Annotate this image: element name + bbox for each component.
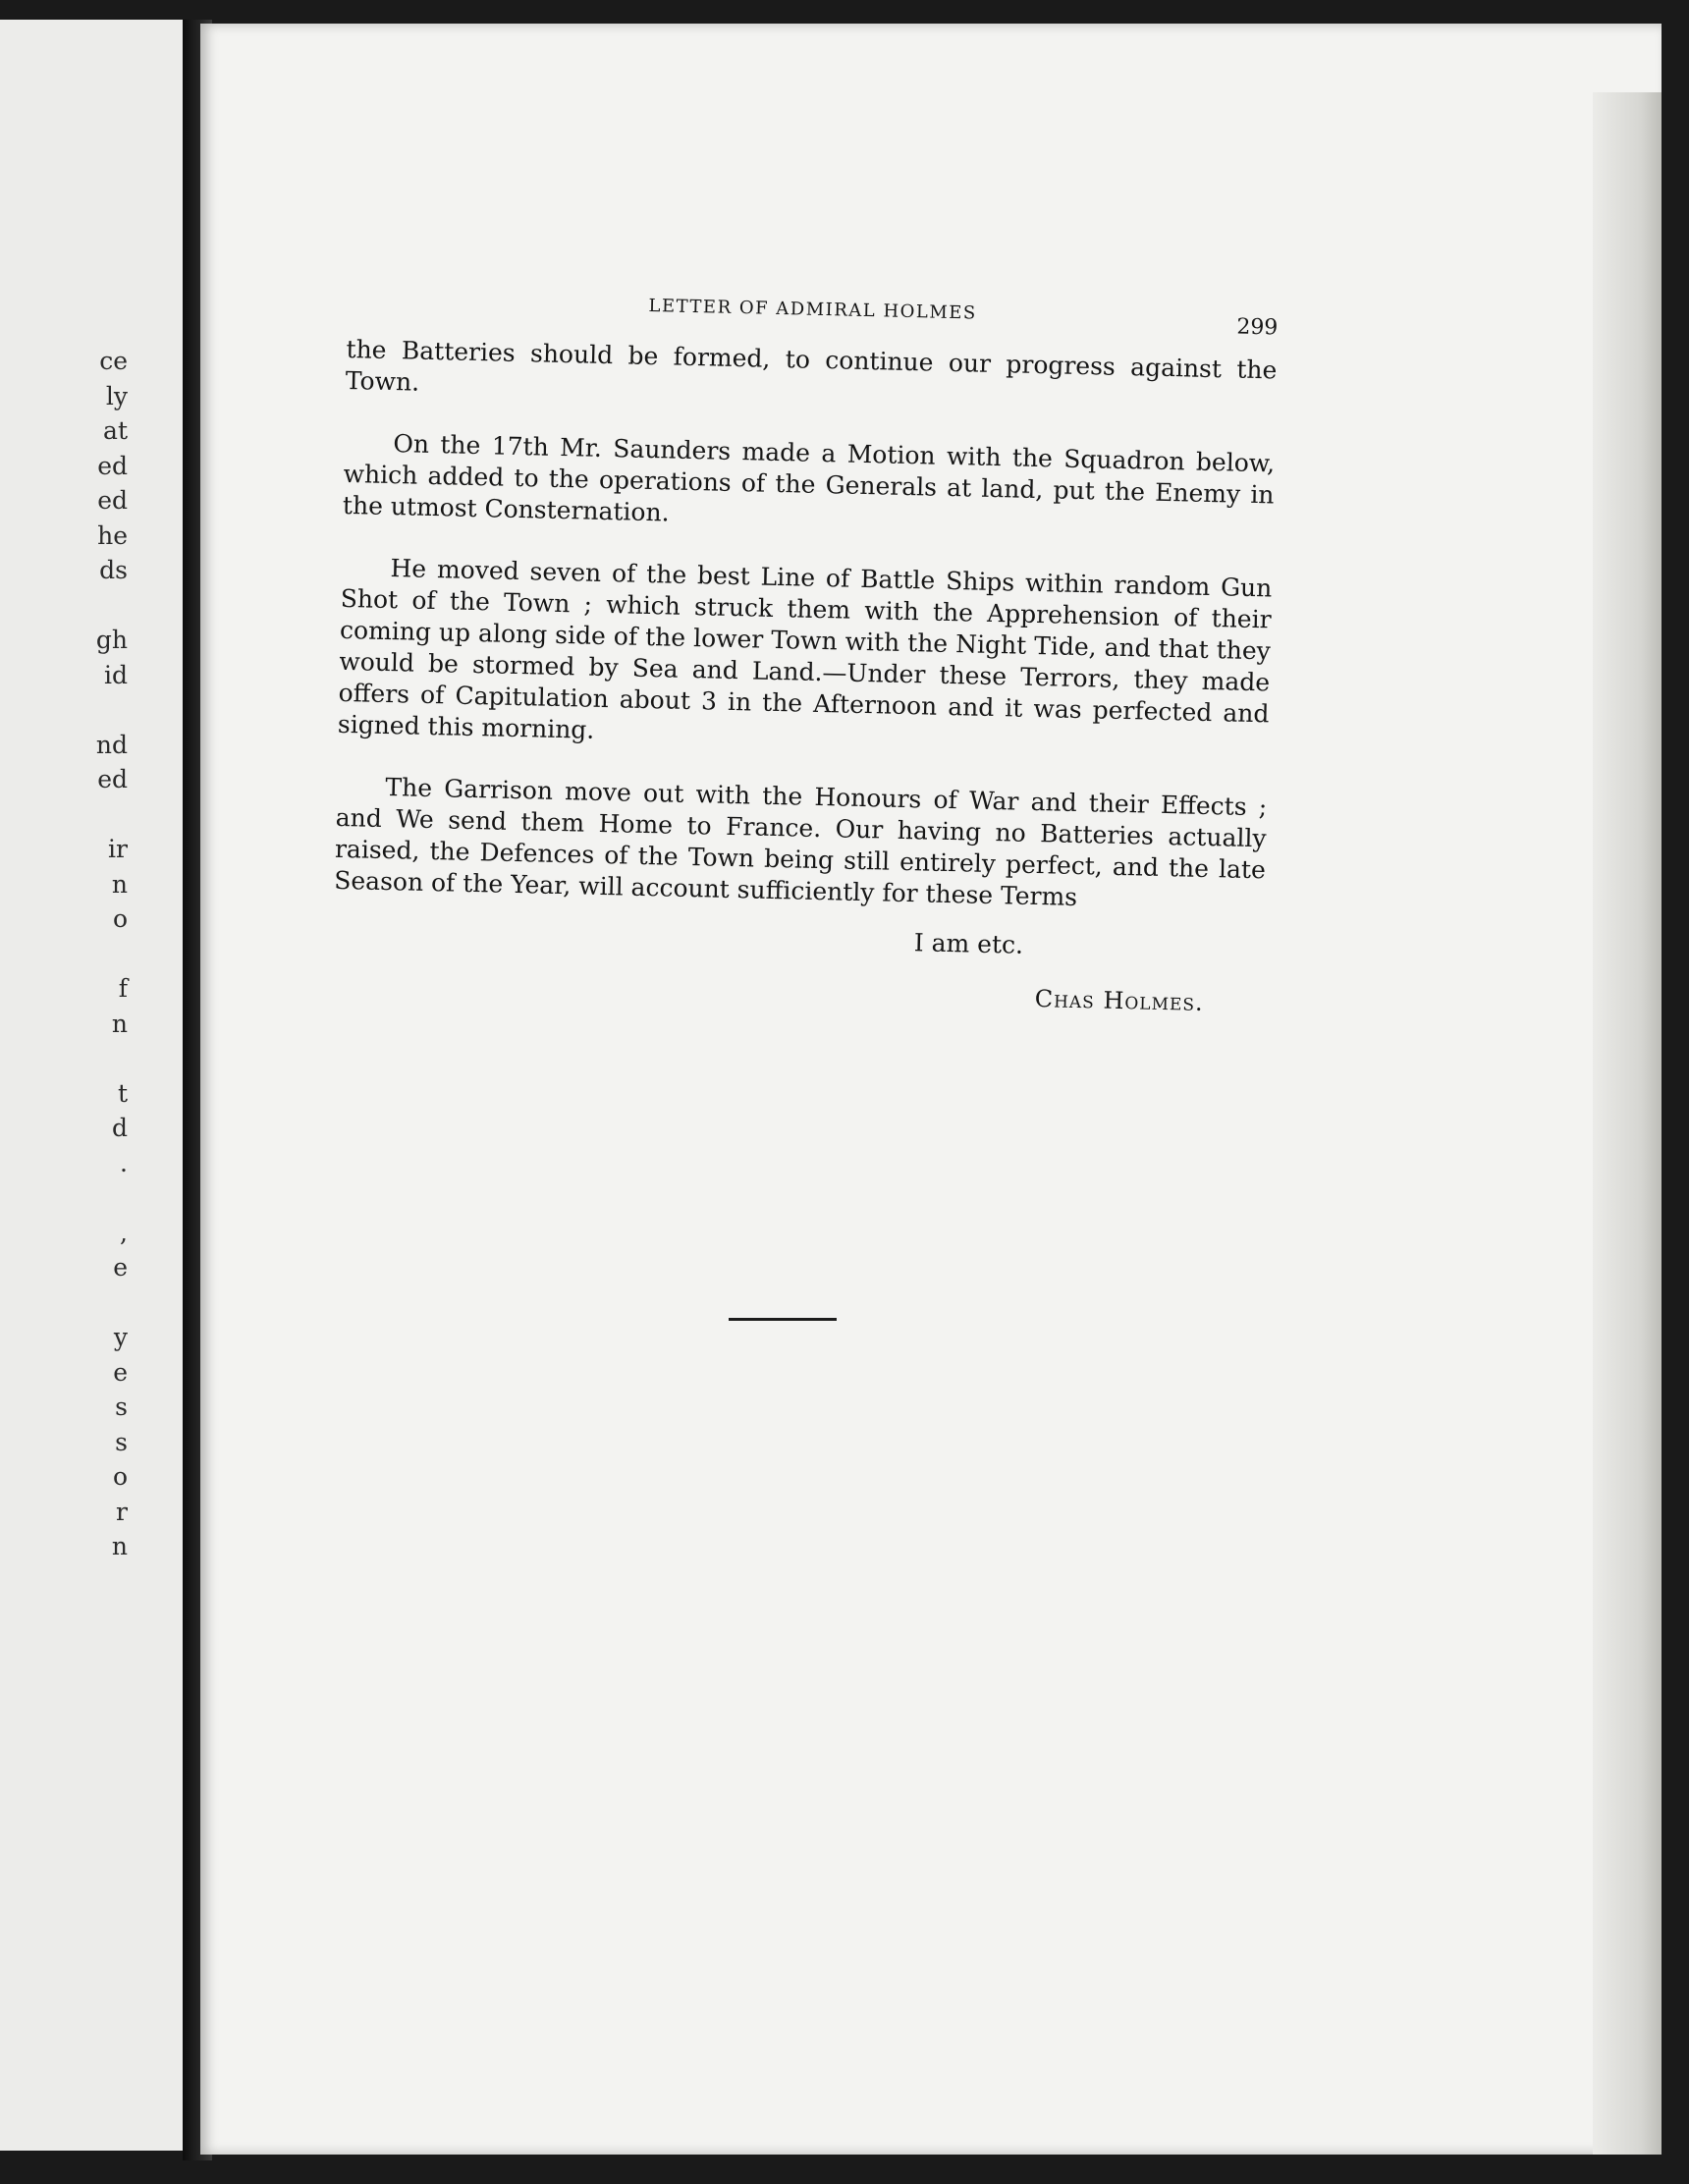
previous-page-fragment: id	[104, 660, 128, 689]
previous-page-fragment: o	[112, 1462, 128, 1491]
previous-page-fragment: ds	[99, 556, 128, 584]
previous-page-fragment: he	[97, 520, 128, 550]
paragraph-1: the Batteries should be formed, to continue our progress against the Town.	[345, 334, 1278, 397]
previous-page-fragment: o	[112, 904, 128, 933]
page-edge-shadow	[1593, 92, 1662, 2155]
previous-page	[0, 20, 185, 2151]
previous-page-fragment: e	[113, 1253, 128, 1282]
previous-page-fragment: gh	[95, 626, 128, 654]
previous-page-fragment: d	[111, 1114, 128, 1142]
paragraph-3: He moved seven of the best Line of Battle Ships within random Gun Shot of the Town ; which struck them with the Apprehension of their coming up along side of the lower Town with the Night Tide, and that they would be stormed by Sea and Land.—Under these Terrors, they made offers of Capitulation about 3 in the Afternoon and it was perfected and signed this morning.	[337, 554, 1273, 744]
previous-page-fragment: n	[111, 1532, 128, 1560]
paragraph-2: On the 17th Mr. Saunders made a Motion with the Squadron below, which added to the operations of the Generals at land, put the Enemy in the utmost Consternation.	[342, 429, 1276, 527]
previous-page-fragment: ly	[105, 381, 128, 410]
current-page	[200, 24, 1662, 2155]
paragraph-4: The Garrison move out with the Honours of War and their Effects ; and We send them Home to France. Our having no Batteries actually raised, the Defences of the Town being still entirely perfect, and the late Season of the Year, will account sufficiently for these Terms	[334, 773, 1268, 912]
previous-page-fragment: .	[120, 1148, 128, 1177]
previous-page-fragment: y	[113, 1323, 128, 1351]
previous-page-fragment: at	[103, 416, 128, 445]
previous-page-fragment: ed	[97, 765, 128, 793]
previous-page-fragment: ed	[97, 451, 128, 480]
letter-signature: Chas Holmes.	[1034, 985, 1205, 1016]
previous-page-fragment: n	[111, 869, 128, 899]
previous-page-fragment: s	[115, 1427, 128, 1456]
previous-page-fragment: e	[113, 1357, 128, 1387]
end-rule	[729, 1318, 837, 1321]
letter-closing: I am etc.	[913, 928, 1024, 959]
previous-page-fragment: nd	[95, 730, 128, 759]
page-content	[332, 289, 1279, 1017]
previous-page-fragment: s	[115, 1392, 128, 1421]
previous-page-fragment: f	[118, 974, 128, 1003]
previous-page-fragment: r	[116, 1497, 128, 1526]
previous-page-fragment: ir	[108, 835, 128, 863]
previous-page-fragment: n	[111, 1009, 128, 1038]
page-number: 299	[1236, 314, 1279, 341]
previous-page-fragment: ce	[99, 347, 128, 375]
previous-page-fragment: ,	[120, 1218, 128, 1247]
running-title: LETTER OF ADMIRAL HOLMES	[648, 295, 977, 324]
previous-page-fragment: t	[117, 1078, 128, 1108]
previous-page-fragment: ed	[97, 486, 128, 515]
